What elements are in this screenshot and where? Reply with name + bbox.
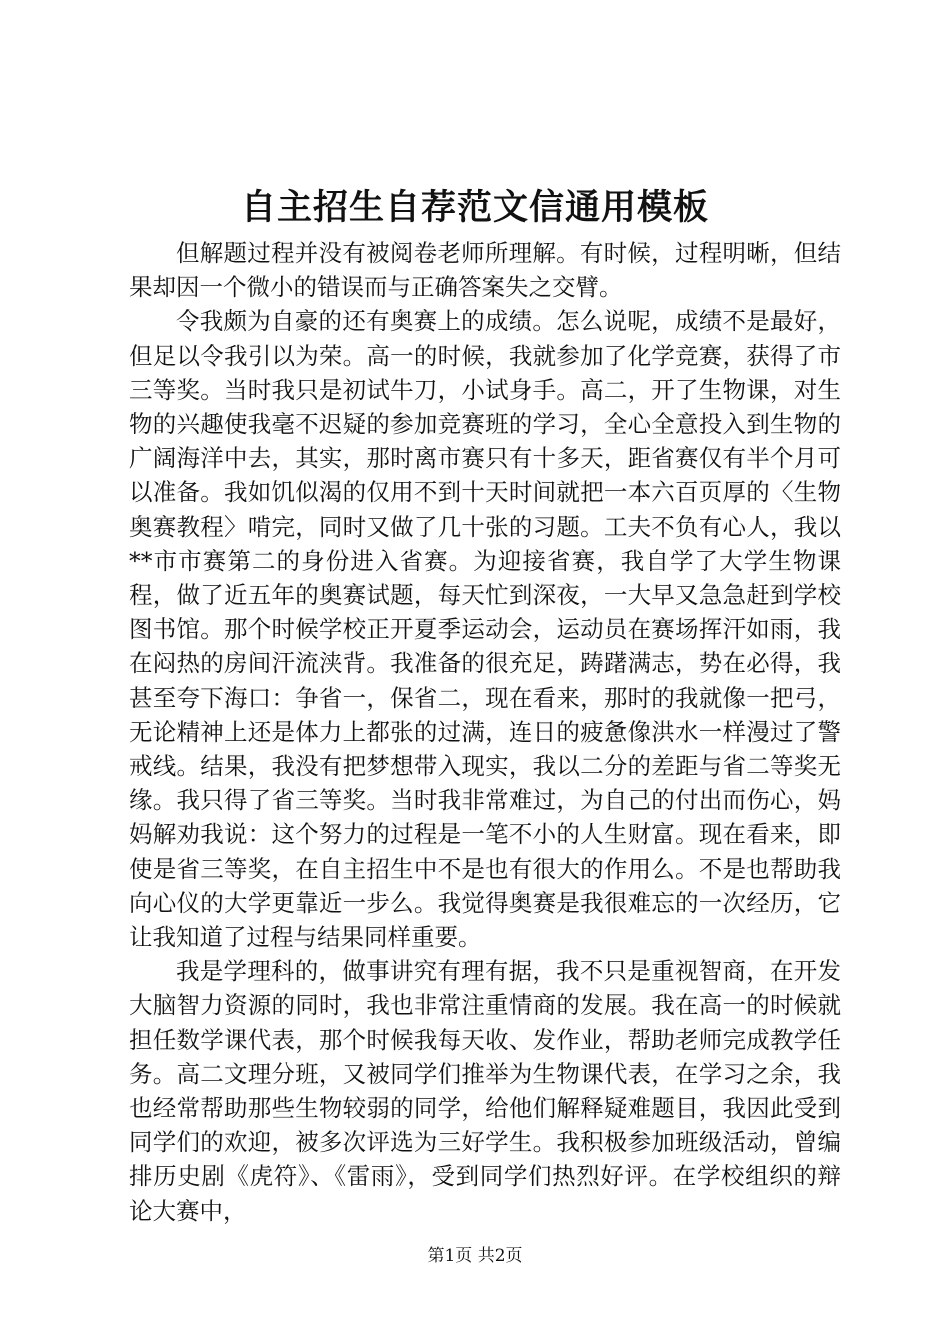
paragraph-1: 但解题过程并没有被阅卷老师所理解。有时候，过程明晰，但结果却因一个微小的错误而与正确答案失之交臂。 <box>129 239 841 302</box>
page-number-footer: 第1页 共2页 <box>427 1246 523 1266</box>
document-body <box>129 236 841 1228</box>
paragraph-3: 我是学理科的，做事讲究有理有据，我不只是重视智商，在开发大脑智力资源的同时，我也非常注重情商的发展。我在高一的时候就担任数学课代表，那个时候我每天收、发作业，帮助老师完成教学任务。高二文理分班，又被同学们推举为生物课代表，在学习之余，我也经常帮助那些生物较弱的同学，给他们解释疑难题目，我因此受到同学们的欢迎，被多次评选为三好学生。我积极参加班级活动，曾编排历史剧《虎符》、《雷雨》，受到同学们热烈好评。在学校组织的辩论大赛中， <box>129 957 841 1225</box>
document-title: 自主招生自荐范文信通用模板 <box>240 187 709 228</box>
paragraph-2: 令我颇为自豪的还有奥赛上的成绩。怎么说呢，成绩不是最好，但足以令我引以为荣。高一的时候，我就参加了化学竞赛，获得了市三等奖。当时我只是初试牛刀，小试身手。高二，开了生物课，对生物的兴趣使我毫不迟疑的参加竞赛班的学习，全心全意投入到生物的广阔海洋中去，其实，那时离市赛只有十多天，距省赛仅有半个月可以准备。我如饥似渴的仅用不到十天时间就把一本六百页厚的〈生物奥赛教程〉啃完，同时又做了几十张的习题。工夫不负有心人，我以**市市赛第二的身份进入省赛。为迎接省赛，我自学了大学生物课程，做了近五年的奥赛试题，每天忙到深夜，一大早又急急赶到学校图书馆。那个时候学校正开夏季运动会，运动员在赛场挥汗如雨，我在闷热的房间汗流浃背。我准备的很充足，踌躇满志，势在必得，我甚至夸下海口：争省一，保省二，现在看来，那时的我就像一把弓，无论精神上还是体力上都张的过满，连日的疲惫像洪水一样漫过了警戒线。结果，我没有把梦想带入现实，我以二分的差距与省二等奖无缘。我只得了省三等奖。当时我非常难过，为自己的付出而伤心，妈妈解劝我说：这个努力的过程是一笔不小的人生财富。现在看来，即使是省三等奖，在自主招生中不是也有很大的作用么。不是也帮助我向心仪的大学更靠近一步么。我觉得奥赛是我很难忘的一次经历，它让我知道了过程与结果同样重要。 <box>129 307 841 952</box>
